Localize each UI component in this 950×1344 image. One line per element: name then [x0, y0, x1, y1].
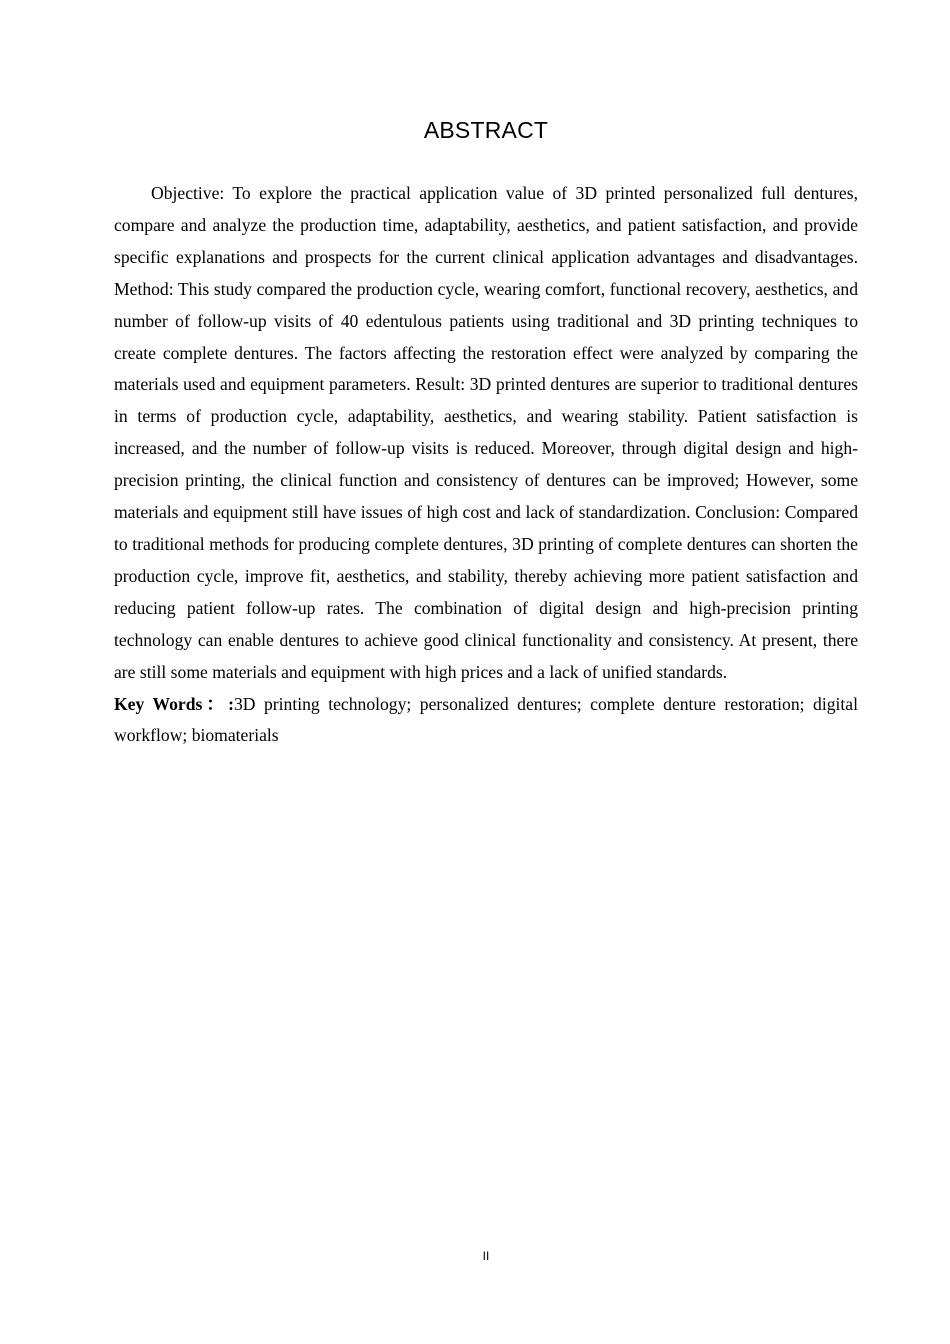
page-number: II	[482, 1249, 490, 1263]
keywords-text: 3D printing technology; personalized dentures; complete denture restoration; digital workflow; biomaterials	[114, 693, 858, 746]
abstract-paragraph: Objective: To explore the practical application value of 3D printed personalized full dentures, compare and analyze the production time, adaptability, aesthetics, and patient satisfaction, and provide specific explanations and prospects for the current clinical application advantages and disadvantages. Method: This study compared the production cycle, wearing comfort, functional recovery, aesthetics, and number of follow-up visits of 40 edentulous patients using traditional and 3D printing techniques to create complete dentures. The factors affecting the restoration effect were analyzed by comparing the materials used and equipment parameters. Result: 3D printed dentures are superior to traditional dentures in terms of production cycle, adaptability, aesthetics, and wearing stability. Patient satisfaction is increased, and the number of follow-up visits is reduced. Moreover, through digital design and high-precision printing, the clinical function and consistency of dentures can be improved; However, some materials and equipment still have issues of high cost and lack of standardization. Conclusion: Compared to traditional methods for producing complete dentures, 3D printing of complete dentures can shorten the production cycle, improve fit, aesthetics, and stability, thereby achieving more patient satisfaction and reducing patient follow-up rates. The combination of digital design and high-precision printing technology can enable dentures to achieve good clinical functionality and consistency. At present, there are still some materials and equipment with high prices and a lack of unified standards.	[114, 183, 858, 682]
abstract-body	[114, 178, 858, 752]
keywords-line	[114, 689, 858, 753]
keywords-label: Key Words：:	[114, 693, 234, 714]
abstract-title: ABSTRACT	[423, 117, 549, 143]
